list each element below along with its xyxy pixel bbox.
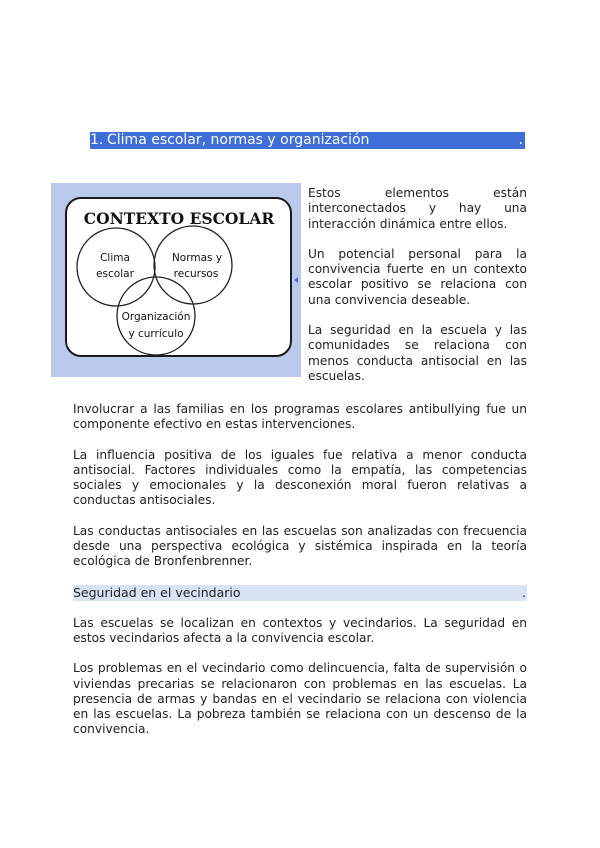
venn-label-clima-2: escolar [96, 268, 134, 280]
venn-label-normas-1: Normas y [171, 252, 223, 264]
side-text-column [308, 186, 527, 399]
section-heading-trailing: . [518, 132, 523, 148]
subsection-heading [73, 585, 527, 601]
side-paragraph: La seguridad en la escuela y las comunidades se relaciona con menos conducta antisocial en las escuelas. [308, 323, 527, 383]
body-paragraph: Las escuelas se localizan en contextos y vecindarios. La seguridad en estos vecindarios afecta a la convivencia escolar. [73, 615, 527, 645]
side-paragraph: Estos elementos están interconectados y hay una interacción dinámica entre ellos. [308, 186, 527, 231]
body-paragraph: La influencia positiva de los iguales fue relativa a menor conducta antisocial. Factores individuales como la empatía, las competencias sociales y emocionales y la desconexión moral fueron relativas a conductas antisociales. [73, 447, 527, 508]
venn-circle-normas [154, 226, 232, 304]
main-text-column [73, 402, 527, 753]
venn-title: CONTEXTO ESCOLAR [83, 209, 275, 228]
venn-diagram [67, 199, 294, 359]
section-heading [90, 132, 525, 149]
figure-anchor-icon [294, 277, 298, 283]
subsection-heading-trailing: . [522, 584, 526, 600]
section-number: 1. [90, 132, 104, 148]
venn-label-clima-1: Clima [100, 252, 130, 264]
subsection-title: Seguridad en el vecindario [73, 584, 241, 600]
body-paragraph: Las conductas antisociales en las escuelas son analizadas con frecuencia desde una perspectiva ecológica y sistémica inspirada en la teoría ecológica de Bronfenbrenner. [73, 523, 527, 569]
venn-figure [51, 183, 301, 377]
venn-card [65, 197, 292, 357]
side-paragraph: Un potencial personal para la convivencia fuerte en un contexto escolar positivo se relaciona con una convivencia deseable. [308, 246, 527, 307]
section-title: Clima escolar, normas y organización [107, 132, 370, 148]
venn-label-org-2: y currículo [128, 328, 184, 340]
body-paragraph: Involucrar a las familias en los programas escolares antibullying fue un componente efectivo en estas intervenciones. [73, 402, 527, 432]
venn-circle-clima [77, 228, 155, 306]
venn-label-org-1: Organización [121, 311, 191, 323]
body-paragraph: Los problemas en el vecindario como delincuencia, falta de supervisión o viviendas precarias se relacionaron con problemas en las escuelas. La presencia de armas y bandas en el vecindario se relaciona con violencia en las escuelas. La pobreza también se relaciona con un descenso de la convivencia. [73, 661, 527, 737]
venn-label-normas-2: recursos [173, 268, 219, 280]
